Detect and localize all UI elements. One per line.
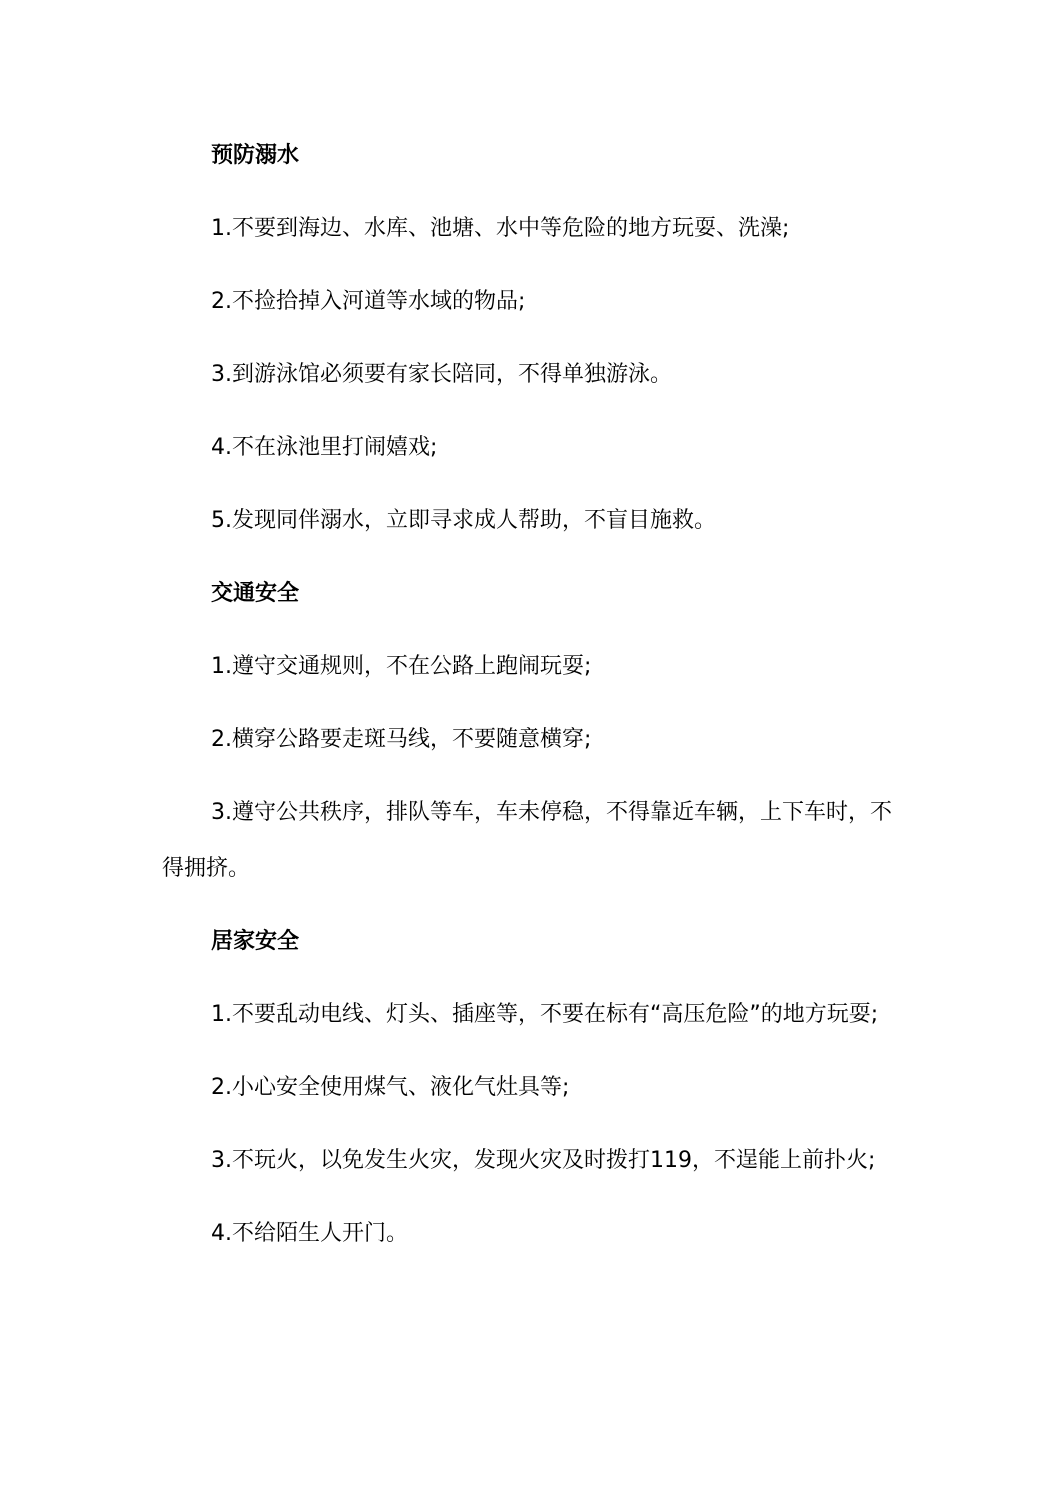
section-heading-home: 居家安全 <box>211 929 300 954</box>
home-item-3: 3.不玩火，以免发生火灾，发现火灾及时拨打119，不逞能上前扑火; <box>211 1148 876 1173</box>
home-item-1: 1.不要乱动电线、灯头、插座等，不要在标有“高压危险”的地方玩耍; <box>211 1002 879 1027</box>
traffic-item-1: 1.遵守交通规则，不在公路上跑闹玩耍; <box>211 654 592 679</box>
drowning-item-3: 3.到游泳馆必须要有家长陪同，不得单独游泳。 <box>211 362 672 387</box>
home-item-4: 4.不给陌生人开门。 <box>211 1221 408 1246</box>
section-heading-drowning: 预防溺水 <box>211 143 300 168</box>
document-body <box>162 134 904 1285</box>
traffic-item-3: 3.遵守公共秩序，排队等车，车未停稳，不得靠近车辆，上下车时，不得拥挤。 <box>162 800 892 881</box>
home-item-2: 2.小心安全使用煤气、液化气灶具等; <box>211 1075 570 1100</box>
section-heading-traffic: 交通安全 <box>211 581 300 606</box>
drowning-item-4: 4.不在泳池里打闹嬉戏; <box>211 435 438 460</box>
drowning-item-2: 2.不捡拾掉入河道等水域的物品; <box>211 289 526 314</box>
traffic-item-2: 2.横穿公路要走斑马线，不要随意横穿; <box>211 727 592 752</box>
drowning-item-1: 1.不要到海边、水库、池塘、水中等危险的地方玩耍、洗澡; <box>211 216 790 241</box>
drowning-item-5: 5.发现同伴溺水，立即寻求成人帮助，不盲目施救。 <box>211 508 716 533</box>
